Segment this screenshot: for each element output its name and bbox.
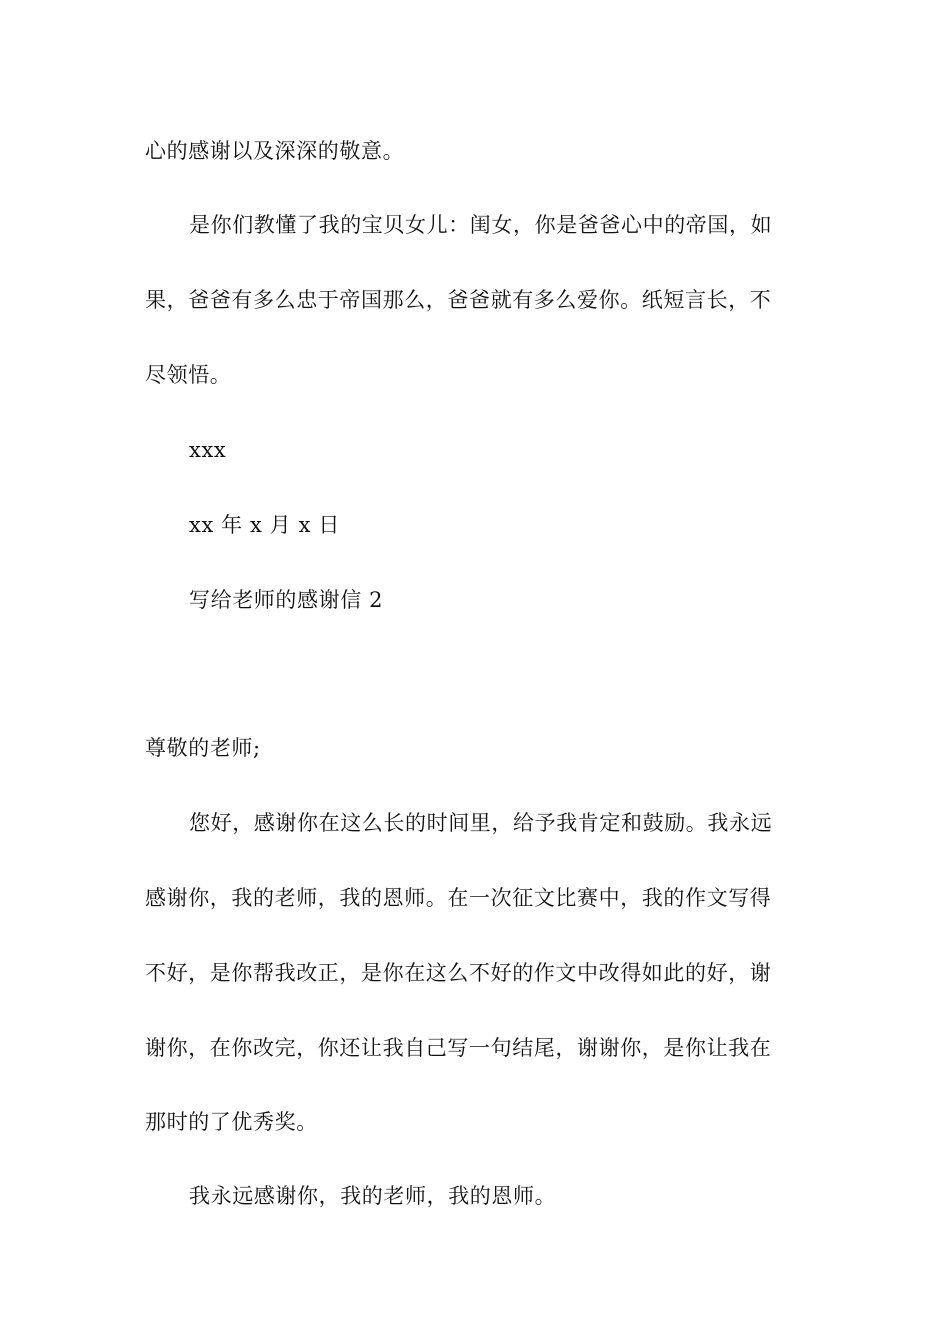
paragraph-line: 是你们教懂了我的宝贝女儿：闺女，你是爸爸心中的帝国，如: [189, 213, 773, 237]
signature-date: xx 年 x 月 x 日: [189, 513, 340, 537]
section-title: 写给老师的感谢信 2: [189, 588, 384, 612]
paragraph-line: 尽领悟。: [145, 363, 232, 387]
paragraph-line: 心的感谢以及深深的敬意。: [145, 139, 405, 163]
paragraph-line: 那时的了优秀奖。: [145, 1110, 318, 1134]
paragraph-line: 果，爸爸有多么忠于帝国那么，爸爸就有多么爱你。纸短言长，不: [145, 288, 772, 312]
paragraph-line: 感谢你，我的老师，我的恩师。在一次征文比赛中，我的作文写得: [145, 886, 772, 910]
signature-name: xxx: [189, 438, 227, 462]
paragraph-line: 我永远感谢你，我的老师，我的恩师。: [189, 1184, 557, 1208]
paragraph-line: 不好，是你帮我改正，是你在这么不好的作文中改得如此的好，谢: [145, 961, 772, 985]
salutation: 尊敬的老师;: [145, 736, 261, 760]
paragraph-line: 谢你，在你改完，你还让我自己写一句结尾，谢谢你，是你让我在: [145, 1036, 772, 1060]
paragraph-line: 您好，感谢你在这么长的时间里，给予我肯定和鼓励。我永远: [189, 811, 773, 835]
